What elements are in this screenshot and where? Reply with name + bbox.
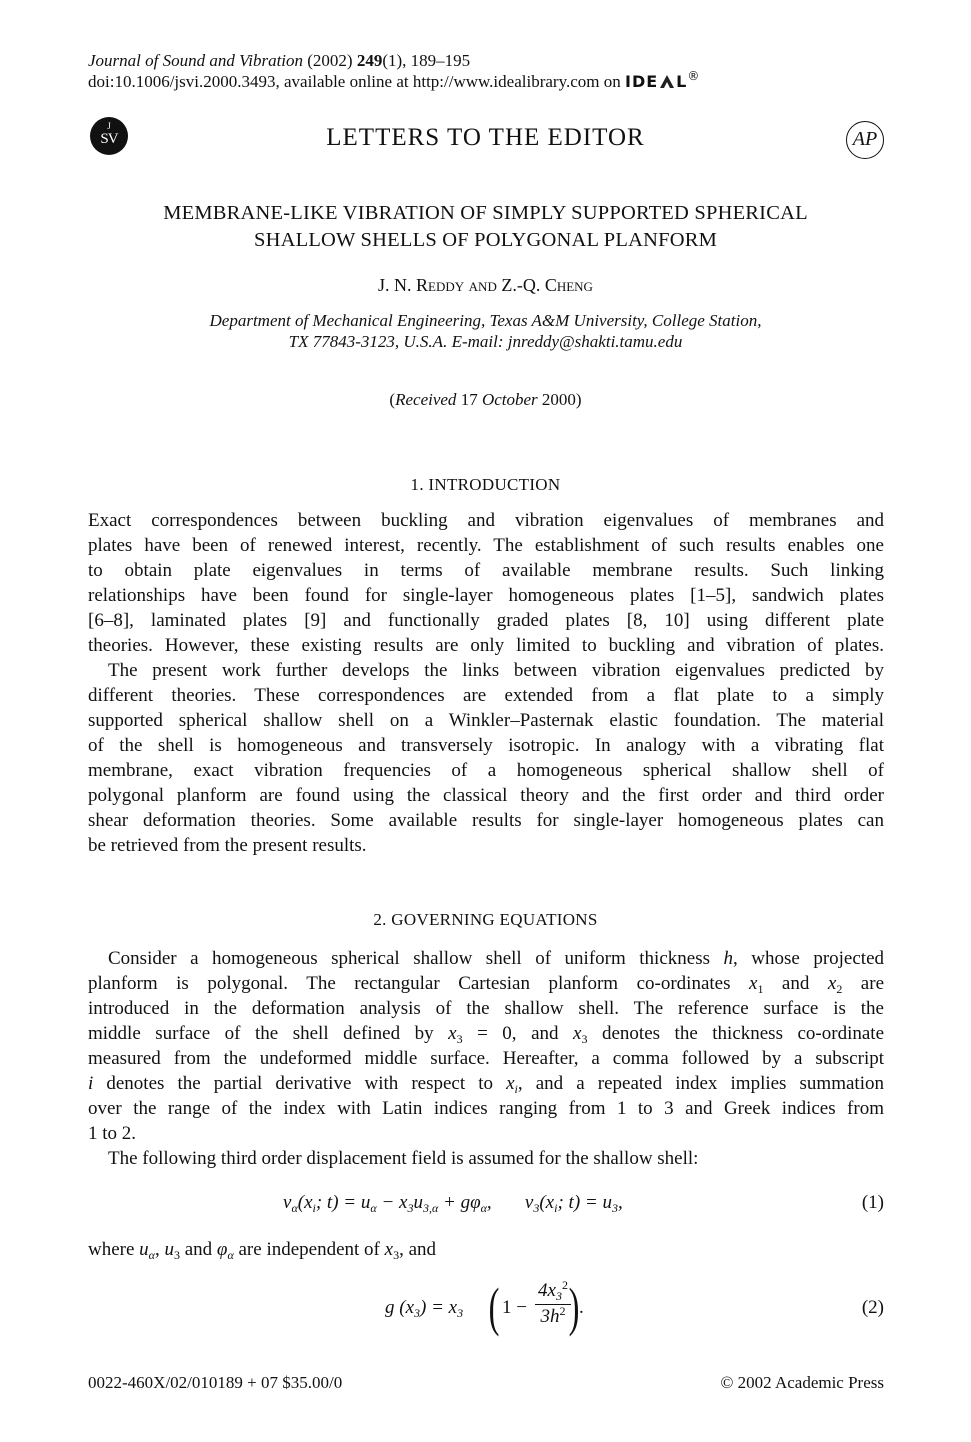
intro-paragraph-1 — [88, 508, 884, 658]
journal-name: Journal of Sound and Vibration — [88, 51, 304, 70]
ap-publisher-logo: AP — [846, 121, 884, 159]
text-line: supported spherical shallow shell on a Winkler–Pasternak elastic foundation. The material — [88, 710, 884, 731]
footer-copyright: © 2002 Academic Press — [720, 1373, 884, 1392]
text-line: i denotes the partial derivative with respect to $x_i$, and a repeated index implies summation — [88, 1073, 884, 1096]
text-line: polygonal planform are found using the classical theory and the first order and third order — [88, 785, 884, 806]
text-line: relationships have been found for single-layer homogeneous plates [1–5], sandwich plates — [88, 585, 884, 606]
text-line: planform is polygonal. The rectangular Cartesian planform co-ordinates $x_1$ and $x_2$ are — [88, 973, 885, 996]
text-line: middle surface of the shell defined by $x_3 = 0$, and $x_3$ denotes the thickness co-ordinate — [88, 1023, 885, 1046]
text-line: The present work further develops the links between vibration eigenvalues predicted by — [108, 660, 884, 681]
title-line-1: MEMBRANE-LIKE VIBRATION OF SIMPLY SUPPORTED SPHERICAL — [163, 202, 808, 224]
text-line: The following third order displacement field is assumed for the shallow shell: — [108, 1148, 699, 1169]
text-line: introduced in the deformation analysis of the shallow shell. The reference surface is the — [88, 998, 884, 1019]
text-line: shear deformation theories. Some available results for single-layer homogeneous plates can — [88, 810, 884, 831]
governing-paragraph-1 — [88, 946, 884, 1146]
where-line: where $u_\alpha$, $u_3$ and $\varphi_\alpha$ are independent of $x_3$, and — [88, 1239, 437, 1262]
text-line: 1 to 2. — [88, 1123, 137, 1144]
text-line: Consider a homogeneous spherical shallow shell of uniform thickness h, whose projected — [108, 948, 885, 969]
affiliation-line-1: Department of Mechanical Engineering, Texas A&M University, College Station, — [209, 311, 762, 330]
article-title — [0, 200, 971, 254]
ideal-logo-mark-icon — [658, 73, 676, 89]
text-line: to obtain plate eigenvalues in terms of available membrane results. Such linking — [88, 560, 884, 581]
journal-volume: 249 — [356, 51, 383, 70]
text-line: membrane, exact vibration frequencies of a homogeneous spherical shallow shell of — [88, 760, 884, 781]
journal-year: (2002) — [303, 51, 357, 70]
journal-citation — [88, 50, 470, 71]
doi-line — [88, 71, 700, 92]
equation-1-number: (1) — [861, 1192, 884, 1213]
equation-2-number: (2) — [861, 1297, 884, 1318]
footer-code: 0022-460X/02/010189 + 07 $35.00/0 — [88, 1373, 343, 1392]
text-line: [6–8], laminated plates [9] and functionally graded plates [8, 10] using different plate — [88, 610, 884, 631]
title-line-2: SHALLOW SHELLS OF POLYGONAL PLANFORM — [253, 229, 717, 251]
intro-paragraph-2 — [88, 658, 884, 858]
text-line: plates have been of renewed interest, recently. The establishment of such results enables one — [88, 535, 884, 556]
sv-journal-logo: J SV — [90, 117, 128, 155]
affiliation-line-2: TX 77843-3123, U.S.A. E-mail: jnreddy@shakti.tamu.edu — [288, 332, 683, 351]
text-line: be retrieved from the present results. — [88, 835, 367, 856]
affiliation — [0, 310, 971, 352]
governing-paragraph-2 — [88, 1146, 884, 1171]
text-line: Exact correspondences between buckling and vibration eigenvalues of membranes and — [88, 510, 884, 531]
authors: J. N. Reddy and Z.-Q. Cheng — [378, 275, 593, 295]
text-line: measured from the undeformed middle surface. Hereafter, a comma followed by a subscript — [88, 1048, 884, 1069]
text-line: different theories. These correspondences are extended from a flat plate to a simply — [88, 685, 884, 706]
text-line: over the range of the index with Latin indices ranging from 1 to 3 and Greek indices from — [88, 1098, 884, 1119]
section-1-heading: 1. INTRODUCTION — [410, 475, 561, 494]
received-date: (Received 17 October 2000) — [389, 390, 582, 409]
equation-1: $v_\alpha(x_i$; $t) = u_\alpha - x_3u_{3,\alpha} + g\varphi_\alpha$, $v_3(x_i$; $t) = u_3$, — [283, 1192, 623, 1215]
ideal-logo: IDE L® — [624, 69, 701, 91]
journal-issue-pages: (1), 189–195 — [382, 51, 471, 70]
text-line: theories. However, these existing results are only limited to buckling and vibration of plates. — [88, 635, 884, 656]
section-banner: LETTERS TO THE EDITOR — [326, 124, 645, 151]
text-line: of the shell is homogeneous and transversely isotropic. In analogy with a vibrating flat — [88, 735, 884, 756]
doi-text: doi:10.1006/jsvi.2000.3493, available online at http://www.idealibrary.com on — [88, 72, 621, 91]
section-2-heading: 2. GOVERNING EQUATIONS — [373, 910, 598, 929]
